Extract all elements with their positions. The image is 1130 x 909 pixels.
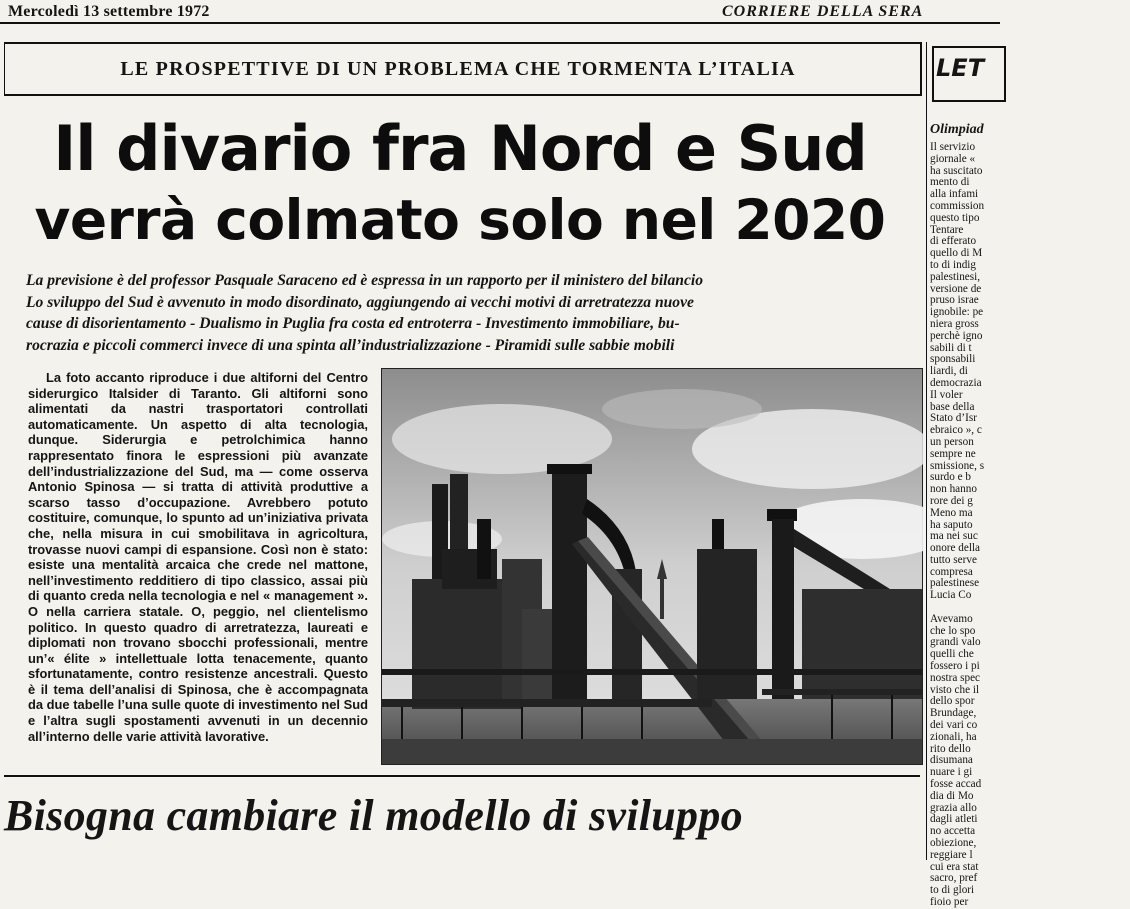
side-column-line: disumana xyxy=(930,754,973,767)
side-column-line: commission xyxy=(930,199,985,212)
side-column-line: perchè igno xyxy=(930,329,983,342)
side-column-line: fossero i pi xyxy=(930,660,980,673)
side-column-line: questo tipo xyxy=(930,211,980,224)
side-column-line: to di indig xyxy=(930,258,976,271)
side-column-line: giornale « xyxy=(930,152,976,165)
side-column-line: cui era stat xyxy=(930,860,979,873)
issue-date: Mercoledì 13 settembre 1972 xyxy=(8,3,210,20)
side-column-line: to di glori xyxy=(930,884,975,897)
deck-line: La previsione è del professor Pasquale Saraceno ed è espressa in un rapporto per il ministero del bilancio xyxy=(26,272,704,289)
side-column-line: visto che il xyxy=(930,683,980,696)
side-column-line: ha saputo xyxy=(930,518,973,531)
side-column-line: Avevamo xyxy=(930,612,973,625)
side-column-line: di efferato xyxy=(930,235,977,248)
side-column-title: LET xyxy=(936,54,985,82)
side-column-line: obiezione, xyxy=(930,837,977,850)
side-column-line: Meno ma xyxy=(930,506,973,519)
folio-rule xyxy=(0,22,1000,24)
side-column-line: onore della xyxy=(930,542,981,555)
side-column-subhead: Olimpiad xyxy=(930,122,984,137)
side-column-line: sempre ne xyxy=(930,447,976,460)
side-column-line: dei vari co xyxy=(930,719,978,732)
side-column-line: grazia allo xyxy=(930,801,977,814)
side-column-line: dia di Mo xyxy=(930,789,974,802)
side-column-line: Tentare xyxy=(930,223,964,236)
side-column-line: democrazia xyxy=(930,376,982,389)
side-column-line: niera gross xyxy=(930,317,979,330)
side-column-line: smissione, s xyxy=(930,459,985,472)
article-right-rule xyxy=(920,42,922,96)
article-kicker: LE PROSPETTIVE DI UN PROBLEMA CHE TORMENTA L’ITALIA xyxy=(120,58,796,80)
side-column-line: non hanno xyxy=(930,483,977,496)
side-column-line: versione de xyxy=(930,282,982,295)
side-column-line: Il voler xyxy=(930,388,963,401)
side-column-line: no accetta xyxy=(930,825,976,838)
deck-line: Lo sviluppo del Sud è avvenuto in modo disordinato, aggiungendo ai vecchi motivi di arretratezza nuove xyxy=(26,293,694,311)
kicker-rule-top xyxy=(4,42,920,44)
bottom-headline: Bisogna cambiare il modello di sviluppo xyxy=(4,791,743,840)
side-column-line: mento di xyxy=(930,176,970,189)
side-column-line: Lucia Co xyxy=(930,589,972,602)
side-column-line: sacro, pref xyxy=(930,872,978,885)
article-body xyxy=(28,370,368,744)
side-column-line: Brundage, xyxy=(930,707,977,720)
newspaper-name: CORRIERE DELLA SERA xyxy=(722,3,924,20)
side-column-line: che lo spo xyxy=(930,624,976,637)
side-column-line: pruso israe xyxy=(930,294,979,307)
side-column-line: palestinese xyxy=(930,577,980,590)
side-column-line: fosse accad xyxy=(930,778,982,791)
side-column-line: Stato d’Isr xyxy=(930,412,977,425)
side-column-line: dello spor xyxy=(930,695,975,708)
side-column-line: alla infami xyxy=(930,188,979,201)
side-column-line: rito dello xyxy=(930,742,971,755)
side-column-line: rore dei g xyxy=(930,494,973,507)
body-paragraph: La foto accanto riproduce i due altiforni del Centro siderurgico Italsider di Taranto. Gli altiforni sono alimentati da nastri trasportatori controllati automaticamente. Un aspetto di alta tecnologia, dunque. Siderurgia e petrolchimica hanno rappresentato finora le espressioni più avanzate dell’industrializzazione del Sud, ma — come osserva Antonio Spinosa — si tratta di attività produttive a scarso tasso d’occupazione. Avrebbero potuto costituire, comunque, lo spunto ad un’iniziativa privata che, nella misura in cui smobilitava in agricoltura, trovasse nuovi campi di espansione. Così non è stato: esiste una mentalità arcaica che crede nel mattone, nell’investimento redditiero di tipo classico, assai più di quanto creda nella tecnologia e nel « management ». O nella carriera statale. O, peggio, nel clientelismo politico. In questo quadro di arretratezza, laureati e diplomati non trovano sbocchi professionali, mentre un’« élite » intellettuale lotta tenacemente, quanto sfortunatamente, contro resistenze ancestrali. Questo è il tema dell’analisi di Spinosa, che è accompagnata da due tabelle l’una sulle quote di investimento nel Sud e l’altra sugli spostamenti avvenuti in un decennio all’interno delle varie attività lavorative. xyxy=(28,370,368,744)
side-column-line: Il servizio xyxy=(930,141,976,153)
side-column-line: compresa xyxy=(930,565,973,578)
side-column-line: fioio per xyxy=(930,896,969,908)
column-divider xyxy=(926,42,927,860)
deck-line: cause di disorientamento - Dualismo in Puglia fra costa ed entroterra - Investimento immobiliare, bu- xyxy=(26,315,680,333)
headline-line-2: verrà colmato solo nel 2020 xyxy=(34,188,886,252)
deck-line: rocrazia e piccoli commerci invece di una spinta all’industrializzazione - Piramidi sulle sabbie mobili xyxy=(26,336,675,354)
side-column-line: surdo e b xyxy=(930,471,972,484)
side-column-line: nuare i gi xyxy=(930,766,973,779)
side-column-line: tutto serve xyxy=(930,553,977,566)
side-column-line: quelli che xyxy=(930,648,974,661)
side-column-line: ebraico », c xyxy=(930,424,982,437)
side-column-text xyxy=(930,142,1130,909)
side-column-line: liardi, di xyxy=(930,365,968,378)
side-column-line: ha suscitato xyxy=(930,164,983,177)
side-column-line: zionali, ha xyxy=(930,730,977,743)
side-column-line: reggiare l xyxy=(930,848,973,861)
side-column-line: quello di M xyxy=(930,247,983,260)
side-column-line: nostra spec xyxy=(930,671,981,684)
side-column-line: grandi valo xyxy=(930,636,981,649)
side-column-line: sponsabili xyxy=(930,353,976,366)
side-column-line: sabili di t xyxy=(930,341,972,354)
side-column-line: palestinesi, xyxy=(930,270,981,283)
side-column-line: ma nei suc xyxy=(930,530,978,543)
article-deck xyxy=(26,270,910,356)
side-column xyxy=(928,42,1000,908)
side-column-line: base della xyxy=(930,400,975,413)
steelworks-photo xyxy=(381,368,923,765)
bottom-rule xyxy=(4,775,920,777)
kicker-rule-bottom xyxy=(4,94,920,96)
side-column-line: dagli atleti xyxy=(930,813,978,826)
headline-line-1: Il divario fra Nord e Sud xyxy=(53,112,867,185)
side-column-line: un person xyxy=(930,435,974,448)
side-column-line: ignobile: pe xyxy=(930,306,984,319)
